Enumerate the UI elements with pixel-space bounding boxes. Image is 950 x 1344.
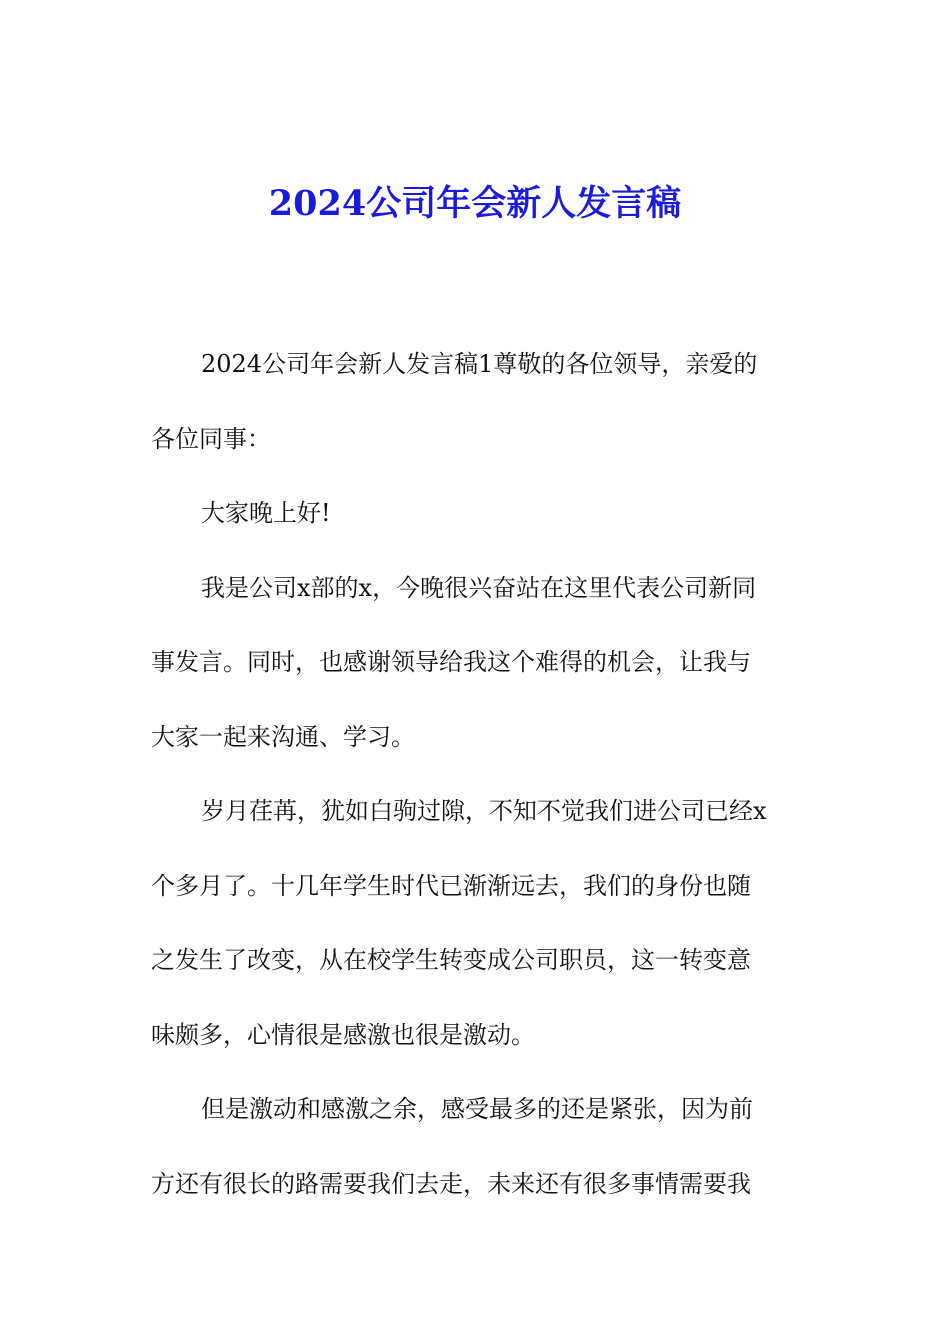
body-line: 各位同事： bbox=[151, 424, 271, 453]
body-line: 岁月荏苒，犹如白驹过隙，不知不觉我们进公司已经x bbox=[201, 797, 767, 825]
body-line: 大家一起来沟通、学习。 bbox=[151, 722, 415, 751]
body-line: 但是激动和感激之余，感受最多的还是紧张，因为前 bbox=[201, 1095, 753, 1123]
body-line: 大家晚上好! bbox=[201, 499, 331, 527]
document-title: 2024公司年会新人发言稿 bbox=[268, 183, 682, 224]
document-body bbox=[151, 327, 811, 1221]
body-line: 事发言。同时，也感谢领导给我这个难得的机会，让我与 bbox=[151, 648, 751, 676]
body-line: 方还有很长的路需要我们去走，未来还有很多事情需要我 bbox=[151, 1169, 751, 1198]
body-line: 味颇多，心情很是感激也很是激动。 bbox=[151, 1020, 535, 1049]
body-line: 我是公司x部的x，今晚很兴奋站在这里代表公司新同 bbox=[201, 573, 757, 602]
body-line: 2024公司年会新人发言稿1尊敬的各位领导，亲爱的 bbox=[201, 350, 758, 378]
body-line: 之发生了改变，从在校学生转变成公司职员，这一转变意 bbox=[151, 946, 751, 974]
body-line: 个多月了。十几年学生时代已渐渐远去，我们的身份也随 bbox=[151, 871, 751, 900]
